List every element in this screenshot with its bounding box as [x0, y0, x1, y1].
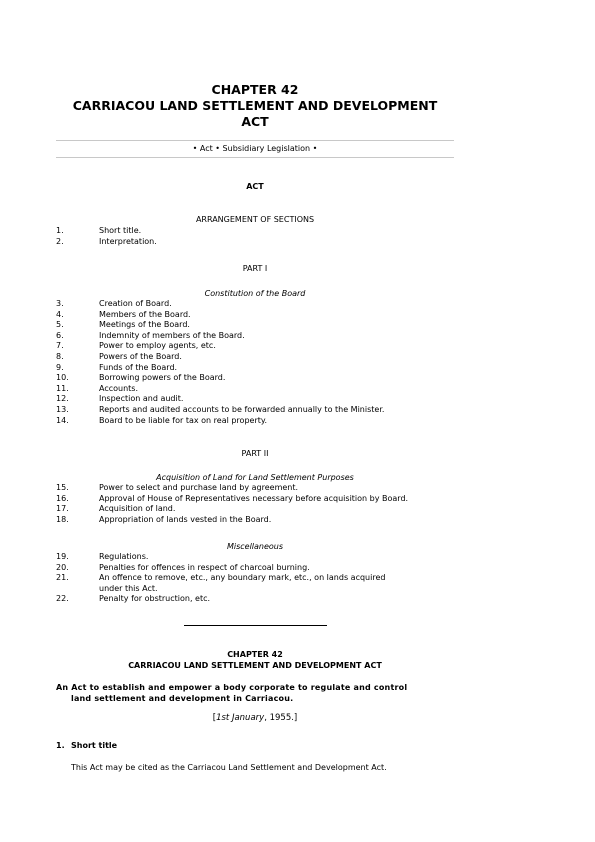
- list-item: 2. Interpretation.: [56, 236, 157, 246]
- list-item: 11. Accounts.: [56, 383, 139, 393]
- part1-heading: Constitution of the Board: [204, 289, 306, 298]
- prelim-section-list: [56, 226, 454, 247]
- commencement-date: [1st January, 1955.]: [212, 713, 298, 723]
- long-title-line1: An Act to establish and empower a body corporate to regulate and control: [56, 683, 408, 692]
- body-chapter-number: CHAPTER 42: [227, 650, 283, 659]
- list-item: 18. Appropriation of lands vested in the Board.: [56, 514, 272, 524]
- long-title-line2: land settlement and development in Carriacou.: [71, 693, 294, 703]
- list-item: 17. Acquisition of land.: [56, 504, 176, 514]
- list-item: 22. Penalty for obstruction, etc.: [56, 594, 211, 604]
- arrangement-heading: ARRANGEMENT OF SECTIONS: [195, 215, 315, 224]
- list-item: 20. Penalties for offences in respect of charcoal burning.: [56, 562, 310, 572]
- section-1-text: This Act may be cited as the Carriacou Land Settlement and Development Act.: [71, 763, 387, 772]
- list-item: 6. Indemnity of members of the Board.: [56, 330, 245, 340]
- legislation-nav-links[interactable]: • Act • Subsidiary Legislation •: [192, 144, 318, 153]
- body-act-title: CARRIACOU LAND SETTLEMENT AND DEVELOPMENT ACT: [128, 661, 382, 670]
- section-divider: [184, 625, 327, 626]
- list-item: 12. Inspection and audit.: [56, 394, 184, 404]
- misc-heading: Miscellaneous: [226, 542, 284, 551]
- chapter-number: CHAPTER 42: [211, 82, 299, 97]
- nav-top-rule: [56, 140, 454, 141]
- list-item: 8. Powers of the Board.: [56, 351, 182, 361]
- list-item: 19. Regulations.: [56, 552, 149, 561]
- list-item: 15. Power to select and purchase land by agreement.: [56, 483, 299, 492]
- list-item: 1. Short title.: [56, 226, 142, 235]
- list-item: under this Act.: [99, 583, 158, 593]
- list-item: 13. Reports and audited accounts to be forwarded annually to the Minister.: [56, 404, 385, 414]
- list-item: 9. Funds of the Board.: [56, 362, 178, 372]
- part2-label: PART II: [241, 449, 269, 458]
- chapter-title: [56, 82, 454, 130]
- list-item: 3. Creation of Board.: [56, 299, 172, 308]
- act-title-line1: CARRIACOU LAND SETTLEMENT AND DEVELOPMENT: [72, 98, 438, 113]
- act-title-line2: ACT: [241, 114, 269, 129]
- act-label: ACT: [246, 182, 264, 191]
- nav-bottom-rule: [56, 157, 454, 158]
- list-item: 7. Power to employ agents, etc.: [56, 341, 216, 351]
- list-item: 4. Members of the Board.: [56, 309, 191, 319]
- part2-section-list: [56, 483, 454, 525]
- part2-heading: Acquisition of Land for Land Settlement Purposes: [156, 473, 354, 482]
- long-title: [56, 683, 454, 704]
- list-item: 21. An offence to remove, etc., any boundary mark, etc., on lands acquired: [56, 573, 386, 583]
- list-item: 14. Board to be liable for tax on real property.: [56, 415, 268, 425]
- list-item: 16. Approval of House of Representatives necessary before acquisition by Board.: [56, 493, 409, 503]
- misc-section-list: [56, 552, 454, 605]
- part1-section-list: [56, 299, 454, 426]
- list-item: 5. Meetings of the Board.: [56, 320, 190, 330]
- list-item: 10. Borrowing powers of the Board.: [56, 373, 226, 383]
- section-1-heading: 1. Short title: [56, 741, 118, 750]
- part1-label: PART I: [242, 264, 268, 273]
